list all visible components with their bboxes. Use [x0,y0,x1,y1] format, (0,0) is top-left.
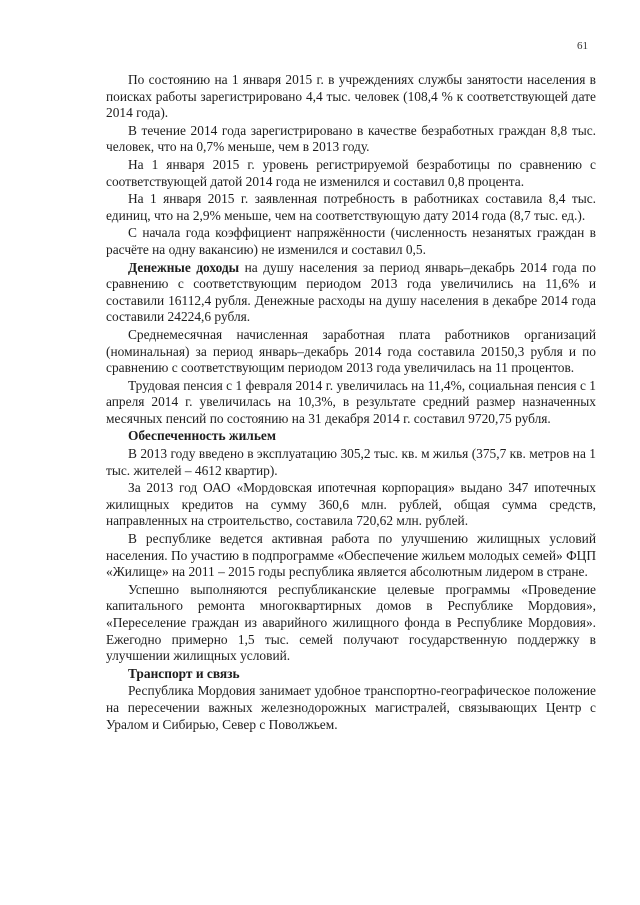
paragraph-target-programs: Успешно выполняются республиканские целевые программы «Проведение капитального ремонта многоквартирных домов в Республике Мордовия», «Переселение граждан из аварийного жилищного фонда в Республике Мордовия». Ежегодно примерно 1,5 тыс. семей получают государственную поддержку в улучшении жилищных условий. [106,581,596,664]
paragraph-average-salary: Среднемесячная начисленная заработная плата работников организаций (номинальная) за период январь–декабрь 2014 года составила 20150,3 рубля и по сравнению с соответствующим периодом 2013 года увеличилась на 11 процентов. [106,326,596,376]
paragraph-pensions: Трудовая пенсия с 1 февраля 2014 г. увеличилась на 11,4%, социальная пенсия с 1 апреля 2014 г. увеличилась на 10,3%, в результате средний размер назначенных месячных пенсий по состоянию на 31 декабря 2014 г. составил 9720,75 рубля. [106,377,596,426]
cash-income-text: на душу населения за период январь–декабрь 2014 года по сравнению с соответствующим периодом 2013 года увеличились на 11,6% и составили 16112,4 рубля. Денежные расходы на душу населения в декабре 2014 года составили 24224,6 рубля. [106,259,596,325]
paragraph-unemployment-rate: На 1 января 2015 г. уровень регистрируемой безработицы по сравнению с соответствующей датой 2014 года не изменился и составил 0,8 процента. [106,156,596,189]
section-heading-housing: Обеспеченность жильем [128,428,276,444]
document-body [106,72,596,733]
paragraph-unemployed-2014: В течение 2014 года зарегистрировано в качестве безработных граждан 8,8 тыс. человек, что на 0,7% меньше, чем в 2013 году. [106,122,596,155]
page-number: 61 [577,40,588,52]
cash-income-term: Денежные доходы [128,259,240,275]
paragraph-labor-demand: На 1 января 2015 г. заявленная потребность в работниках составила 8,4 тыс. единиц, что на 2,9% меньше, чем на соответствующую дату 2014 года (8,7 тыс. ед.). [106,191,596,223]
paragraph-housing-programs: В республике ведется активная работа по улучшению жилищных условий населения. По участию в подпрограмме «Обеспечение жильем молодых семей» ФЦП «Жилище» на 2011 – 2015 годы республика является абсолютным лидером в стране. [106,531,596,580]
paragraph-cash-income [106,260,596,326]
section-heading-transport: Транспорт и связь [128,665,240,681]
paragraph-unemployment-registered: По состоянию на 1 января 2015 г. в учреждениях службы занятости населения в поисках работы зарегистрировано 4,4 тыс. человек (108,4 % к соответствующей дате 2014 года). [106,72,596,121]
paragraph-tension-coefficient: С начала года коэффициент напряжённости (численность незанятых граждан в расчёте на одну вакансию) не изменился и составил 0,5. [106,225,596,257]
paragraph-mortgage: За 2013 год ОАО «Мордовская ипотечная корпорация» выдано 347 ипотечных жилищных кредитов на сумму 360,6 млн. рублей, общая сумма средств, направленных на строительство, составила 720,62 млн. рублей. [106,480,596,529]
paragraph-transport-position: Республика Мордовия занимает удобное транспортно-географическое положение на пересечении важных железнодорожных магистралей, связывающих Центр с Уралом и Сибирью, Север с Поволжьем. [106,683,596,732]
paragraph-housing-commissioned: В 2013 году введено в эксплуатацию 305,2 тыс. кв. м жилья (375,7 кв. метров на 1 тыс. жителей – 4612 квартир). [106,446,596,478]
